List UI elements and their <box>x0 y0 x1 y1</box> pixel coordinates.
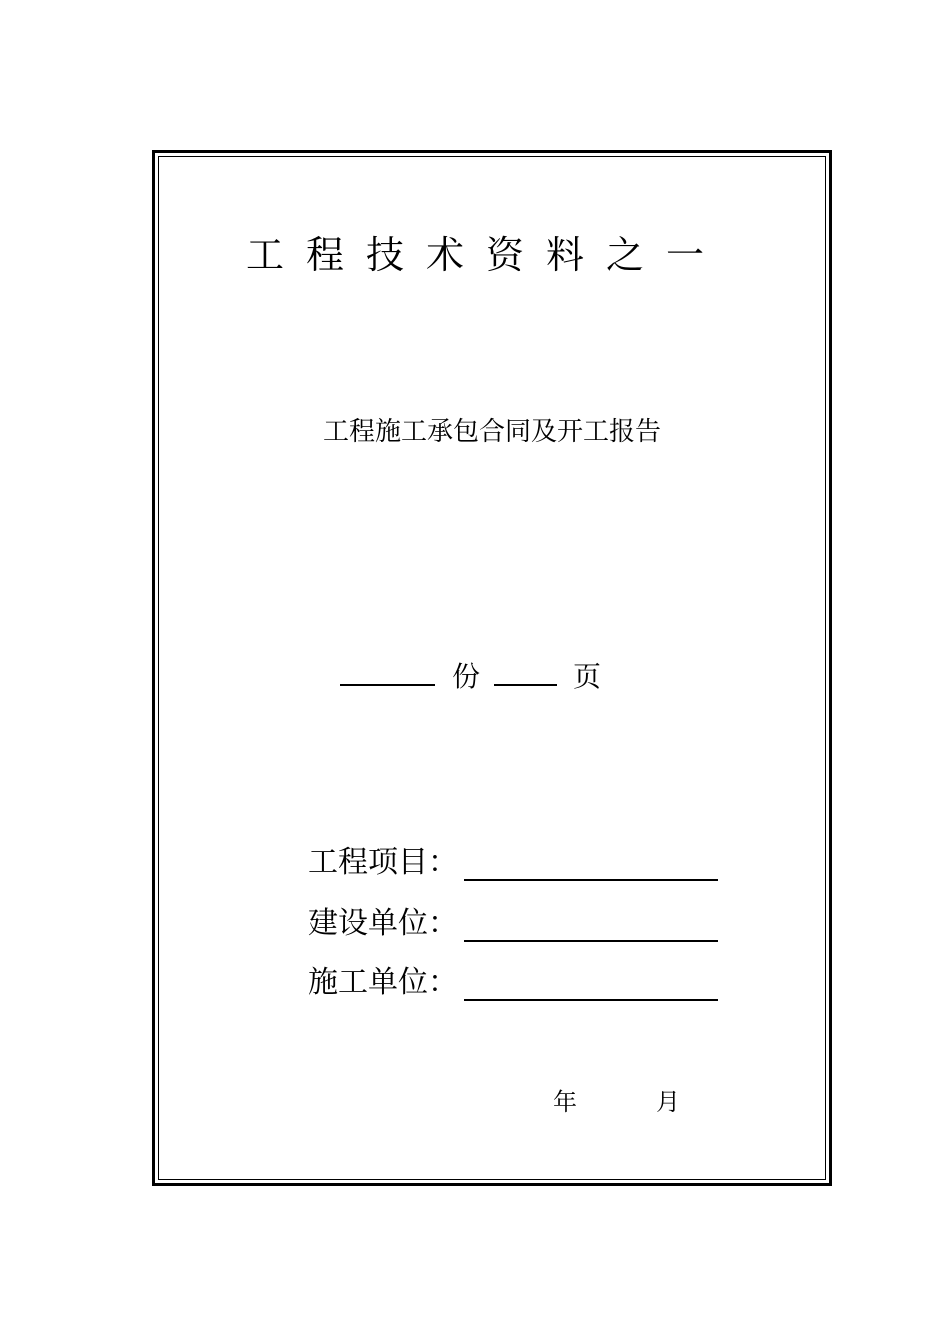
builder-label: 建设单位： <box>308 906 458 941</box>
builder-field <box>308 906 718 942</box>
pages-unit-label: 页 <box>573 660 602 693</box>
project-field <box>308 845 718 881</box>
copies-pages-row <box>340 654 601 695</box>
project-label: 工程项目： <box>308 845 458 880</box>
contractor-label: 施工单位： <box>308 965 458 1000</box>
contractor-field <box>308 965 718 1001</box>
copies-unit-label: 份 <box>452 660 481 693</box>
builder-blank-line <box>464 910 718 942</box>
pages-blank-line <box>494 654 557 686</box>
date-month-label: 月 <box>656 1088 680 1116</box>
document-subtitle: 工程施工承包合同及开工报告 <box>322 417 661 447</box>
document-title: 工程技术资料之一 <box>245 233 726 277</box>
project-blank-line <box>464 849 718 881</box>
contractor-blank-line <box>464 969 718 1001</box>
date-year-label: 年 <box>553 1088 577 1116</box>
copies-blank-line <box>340 654 435 686</box>
